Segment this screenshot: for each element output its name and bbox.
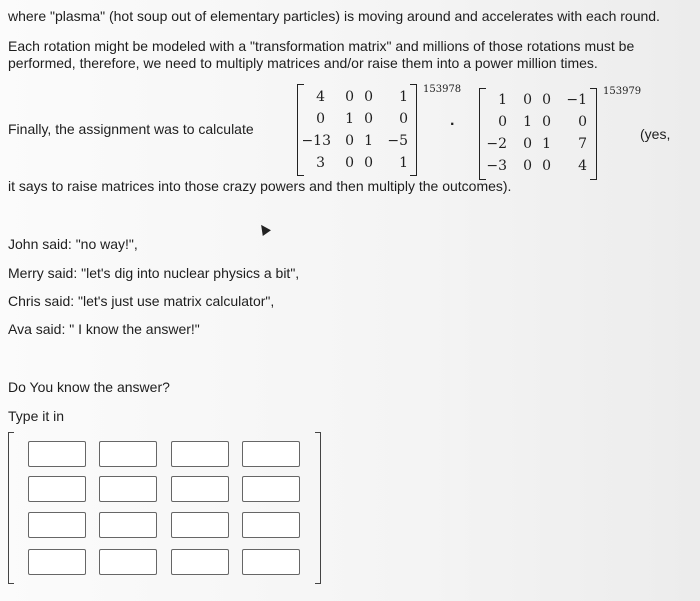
answer-cell-input[interactable]	[171, 476, 229, 502]
intro-line-3: performed, therefore, we need to multiply matrices and/or raise them into a power million times.	[8, 55, 598, 71]
answer-cell-input[interactable]	[242, 476, 300, 502]
matrix-2-exponent: 153979	[603, 86, 642, 97]
answer-cell-input[interactable]	[99, 549, 157, 575]
matrix-1-cell: 0	[364, 111, 373, 127]
answer-cell-input[interactable]	[28, 476, 86, 502]
intro-line-2: Each rotation might be modeled with a "transformation matrix" and millions of those rotations must be	[8, 38, 635, 54]
matrix-1-cell: 0	[364, 155, 373, 171]
matrix-1-cell: 0	[364, 89, 373, 105]
matrix-1-right-bracket	[410, 84, 417, 176]
answer-cell-input[interactable]	[99, 441, 157, 467]
matrix-2-cell: 1	[542, 136, 551, 152]
answer-cell-input[interactable]	[28, 441, 86, 467]
answer-cell-input[interactable]	[28, 549, 86, 575]
matrix-2-cell: 0	[498, 114, 507, 130]
matrix-2-cell: 0	[542, 92, 551, 108]
matrix-1-cell: 3	[316, 155, 325, 171]
matrix-2-cell: 0	[523, 158, 532, 174]
answer-cell-input[interactable]	[171, 441, 229, 467]
answer-cell-input[interactable]	[242, 441, 300, 467]
matrix-1-cell: 0	[345, 89, 354, 105]
matrix-2-cell: 0	[578, 114, 587, 130]
matrix-2-cell: −3	[486, 158, 507, 174]
matrix-1-cell: 1	[399, 155, 408, 171]
dialogue-line: Merry said: "let's dig into nuclear physics a bit",	[8, 265, 300, 281]
matrix-2-cell: 0	[523, 92, 532, 108]
matrix-1-cell: 4	[316, 89, 325, 105]
answer-left-bracket	[8, 432, 14, 584]
matrix-1-left-bracket	[297, 84, 304, 176]
intro-line-1: where "plasma" (hot soup out of elementary particles) is moving around and accelerates with each round.	[8, 8, 660, 24]
matrix-2-cell: 7	[578, 136, 587, 152]
matrix-1-cell: 0	[345, 133, 354, 149]
matrix-2-cell: −1	[566, 92, 587, 108]
matrix-1-cell: 1	[364, 133, 373, 149]
assignment-continuation: it says to raise matrices into those crazy powers and then multiply the outcomes).	[8, 178, 512, 194]
answer-cell-input[interactable]	[99, 476, 157, 502]
dialogue-line: Ava said: " I know the answer!"	[8, 321, 200, 337]
answer-cell-input[interactable]	[171, 549, 229, 575]
multiply-operator: ·	[450, 116, 456, 133]
assignment-suffix: (yes,	[640, 126, 671, 142]
answer-cell-input[interactable]	[242, 549, 300, 575]
matrix-1-exponent: 153978	[423, 84, 462, 95]
matrix-1-cell: 0	[399, 111, 408, 127]
matrix-2-cell: 0	[542, 158, 551, 174]
matrix-1-cell: −13	[301, 133, 331, 149]
dialogue-line: John said: "no way!",	[8, 236, 138, 252]
matrix-2-right-bracket	[590, 88, 597, 180]
matrix-1-cell: 0	[345, 155, 354, 171]
answer-cell-input[interactable]	[171, 512, 229, 538]
matrix-2-cell: 4	[578, 158, 587, 174]
answer-cell-input[interactable]	[242, 512, 300, 538]
matrix-2-cell: 0	[542, 114, 551, 130]
matrix-1-cell: 1	[345, 111, 354, 127]
matrix-1-cell: 0	[316, 111, 325, 127]
dialogue-line: Chris said: "let's just use matrix calculator",	[8, 293, 275, 309]
assignment-prefix: Finally, the assignment was to calculate	[8, 121, 254, 137]
instruction: Type it in	[8, 408, 65, 424]
matrix-2-cell: −2	[486, 136, 507, 152]
mouse-cursor-icon	[257, 222, 271, 236]
matrix-1-cell: 1	[399, 89, 408, 105]
answer-right-bracket	[315, 432, 321, 584]
matrix-2	[479, 88, 597, 180]
matrix-2-cell: 1	[523, 114, 532, 130]
matrix-2-cell: 1	[498, 92, 507, 108]
answer-cell-input[interactable]	[28, 512, 86, 538]
matrix-2-cell: 0	[523, 136, 532, 152]
question: Do You know the answer?	[8, 379, 170, 395]
answer-cell-input[interactable]	[99, 512, 157, 538]
matrix-1-cell: −5	[387, 133, 408, 149]
matrix-1	[297, 84, 417, 176]
